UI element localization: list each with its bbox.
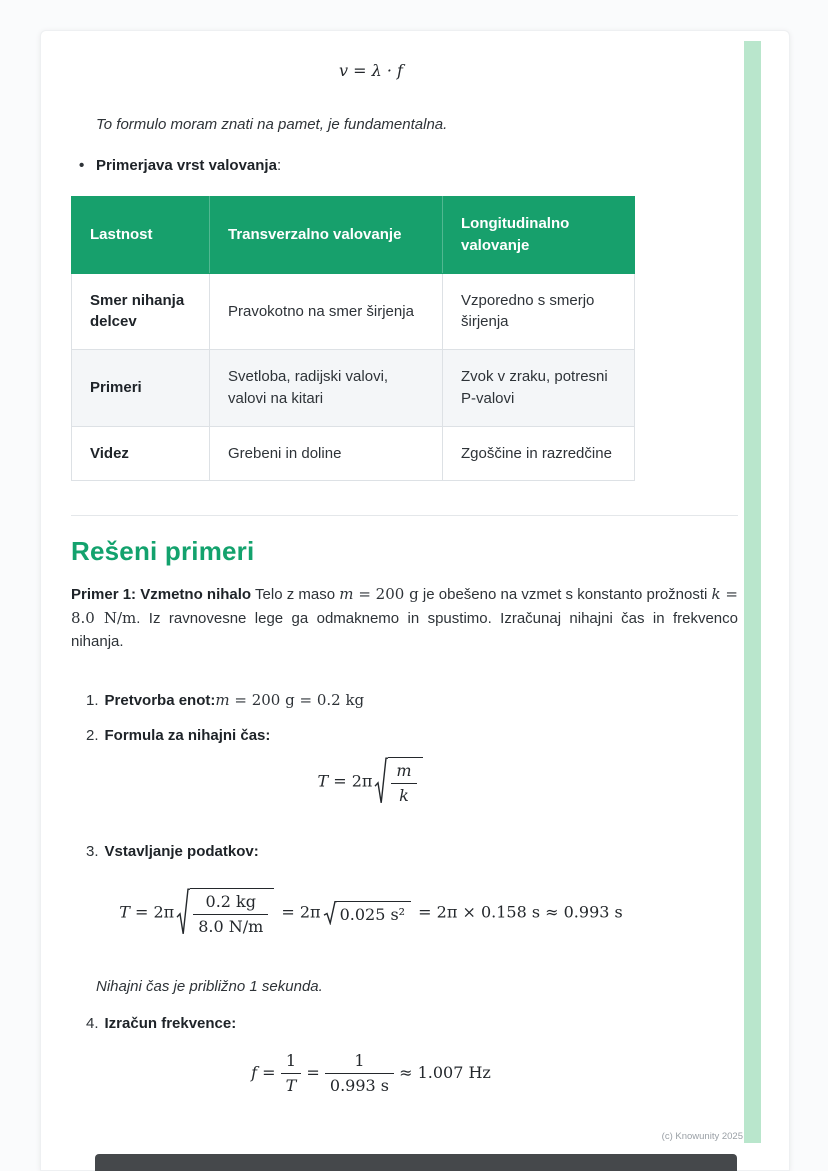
step-item-3 <box>71 841 738 864</box>
section-title: Rešeni primeri <box>71 536 255 567</box>
fraction <box>193 892 268 937</box>
note-text: Nihajni čas je približno 1 sekunda. <box>96 977 323 995</box>
fraction-numerator: 1 <box>281 1051 302 1074</box>
formula-wave-speed <box>71 61 671 80</box>
fraction <box>391 761 416 806</box>
table-header-cell: Longitudinalno valovanje <box>443 197 635 274</box>
paragraph-text: Telo z maso <box>251 586 340 604</box>
math-text: = 2π <box>328 771 373 791</box>
table-row-label: Smer nihanja delcev <box>72 273 210 350</box>
table-header-cell: Lastnost <box>72 197 210 274</box>
table-body <box>72 273 635 481</box>
inline-math-var: m <box>215 691 230 710</box>
step-number: 3. <box>86 843 99 861</box>
paragraph-text: je obešeno na vzmet s konstanto prožnosti <box>418 586 712 604</box>
paragraph-text: . Iz ravnovesne lege ga odmaknemo in spustimo. Izračunaj nihajni čas in frekvenco nihanja. <box>71 609 738 650</box>
decorative-green-stripe <box>744 41 761 1143</box>
table-cell: Vzporedno s smerjo širjenja <box>443 273 635 350</box>
step-label: Formula za nihajni čas: <box>104 726 271 744</box>
fraction-denominator: T <box>285 1076 297 1096</box>
table-row <box>72 350 635 427</box>
step-number: 2. <box>86 726 99 744</box>
math-text: = <box>301 1063 325 1083</box>
table-cell: Pravokotno na smer širjenja <box>210 273 443 350</box>
step-item-4 <box>71 1013 738 1036</box>
step-item-2 <box>71 725 738 748</box>
math-var: T <box>119 902 130 922</box>
wave-comparison-table <box>71 196 635 481</box>
fraction <box>325 1051 394 1096</box>
bullet-item <box>79 157 738 174</box>
table-row-label: Videz <box>72 426 210 481</box>
note-text: To formulo moram znati na pamet, je fundamentalna. <box>96 116 448 134</box>
document-sheet <box>40 30 790 1171</box>
fraction-denominator: 8.0 N/m <box>198 916 264 936</box>
radicand-text: 0.025 s² <box>339 904 406 924</box>
step-item-1 <box>71 689 738 713</box>
copyright-footer: (c) Knowunity 2025 <box>661 1131 743 1142</box>
result-note <box>96 978 738 995</box>
table-header-cell: Transverzalno valovanje <box>210 197 443 274</box>
example-lead: Primer 1: Vzmetno nihalo <box>71 586 252 604</box>
formula-period <box>71 757 671 807</box>
table-head <box>72 197 635 274</box>
step-label: Vstavljanje podatkov: <box>104 843 259 861</box>
inline-math-var: m <box>339 585 354 604</box>
radical-icon <box>323 901 337 925</box>
table-header-row <box>72 197 635 274</box>
square-root <box>323 901 412 925</box>
table-cell: Grebeni in doline <box>210 426 443 481</box>
bullet-colon: : <box>276 157 282 175</box>
inline-math-var: k <box>711 585 721 604</box>
table-cell: Zgoščine in razredčine <box>443 426 635 481</box>
fraction-numerator: 0.2 kg <box>193 892 268 915</box>
radical-icon <box>176 888 190 938</box>
table-cell: Zvok v zraku, potresni P-valovi <box>443 350 635 427</box>
table-row-label: Primeri <box>72 350 210 427</box>
step-label: Izračun frekvence: <box>104 1014 237 1032</box>
math-text: = <box>257 1063 281 1083</box>
fraction <box>281 1051 302 1096</box>
square-root <box>176 888 274 938</box>
table-row <box>72 273 635 350</box>
inline-math: = 8.0 N/m <box>71 585 738 627</box>
fraction-numerator: 1 <box>325 1051 394 1074</box>
step-number: 1. <box>86 692 99 710</box>
radical-icon <box>374 757 388 807</box>
step-number: 4. <box>86 1014 99 1032</box>
bullet-label: Primerjava vrst valovanja <box>96 157 277 175</box>
math-text: ≈ 1.007 Hz <box>394 1063 491 1083</box>
fraction-denominator: k <box>399 786 409 806</box>
example-paragraph <box>71 583 738 653</box>
fraction-denominator: 0.993 s <box>329 1076 389 1096</box>
fraction-numerator: m <box>391 761 416 784</box>
section-divider <box>71 515 738 516</box>
step-label: Pretvorba enot: <box>104 692 216 710</box>
math-var: T <box>317 771 329 791</box>
bullet-marker: • <box>79 157 85 175</box>
inline-math: = 200 g = 0.2 kg <box>229 691 365 710</box>
formula-frequency <box>71 1051 671 1096</box>
math-text: = 2π × 0.158 s ≈ 0.993 s <box>413 902 623 922</box>
math-var: f <box>251 1063 258 1083</box>
table-cell: Svetloba, radijski valovi, valovi na kitari <box>210 350 443 427</box>
square-root <box>374 757 422 807</box>
math-text: = 2π <box>129 902 175 922</box>
memorize-note <box>96 116 738 133</box>
formula-text: v = λ · f <box>339 61 403 80</box>
document-content <box>71 31 738 1096</box>
next-page-edge <box>95 1154 737 1171</box>
table-row <box>72 426 635 481</box>
math-text: = 2π <box>276 902 321 922</box>
formula-calculation <box>71 888 671 938</box>
inline-math: = 200 g <box>353 585 419 604</box>
